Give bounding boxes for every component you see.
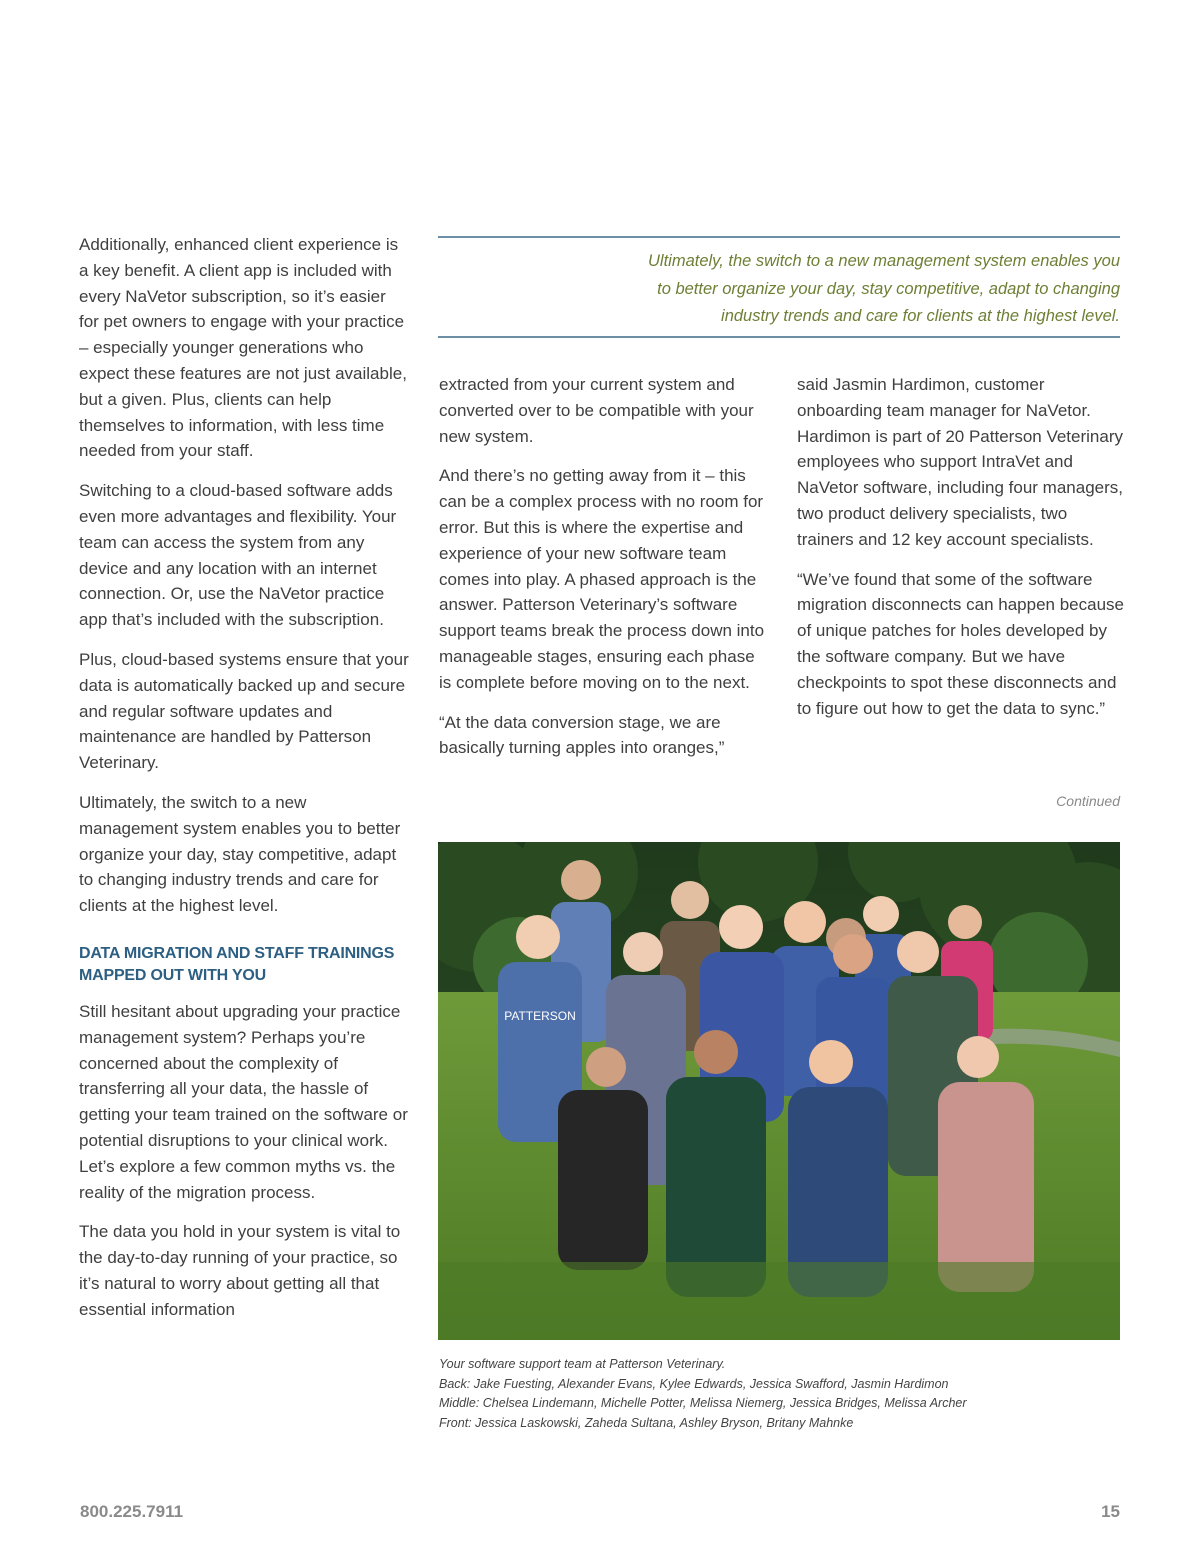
pull-quote-line: Ultimately, the switch to a new management system enables you xyxy=(648,252,1120,270)
left-column xyxy=(79,232,409,1336)
pull-quote xyxy=(438,236,1120,338)
right-column xyxy=(797,372,1127,735)
body-paragraph: “At the data conversion stage, we are basically turning apples into oranges,” xyxy=(439,712,725,758)
body-paragraph: Still hesitant about upgrading your practice management system? Perhaps you’re concerned about the complexity of transferring all your data, the hassle of getting your team trained on the software or potential disruptions to your clinical work. Let’s explore a few common myths vs. the reality of the migration process. xyxy=(79,1001,408,1202)
middle-column xyxy=(439,372,769,775)
photo-caption xyxy=(439,1355,1129,1433)
body-paragraph: said Jasmin Hardimon, customer onboarding team manager for NaVetor. Hardimon is part of 20 Patterson Veterinary employees who support IntraVet and NaVetor software, including four managers, two product delivery specialists, two trainers and 12 key account specialists. xyxy=(797,375,1124,549)
team-photo-illustration xyxy=(438,842,1120,1340)
shirt-logo: PATTERSON xyxy=(504,1009,576,1023)
footer-phone-number: 800.225.7911 xyxy=(80,1502,184,1521)
body-paragraph: Ultimately, the switch to a new management system enables you to better organize your day, stay competitive, adapt to changing industry trends and care for clients at the highest level. xyxy=(79,792,401,916)
body-paragraph: Switching to a cloud-based software adds even more advantages and flexibility. Your team can access the system from any device and any location with an internet connection. Or, use the NaVetor practice app that’s included with the subscription. xyxy=(79,481,397,630)
continued-label: Continued xyxy=(1056,793,1120,809)
team-photo xyxy=(438,842,1120,1340)
caption-line: Front: Jessica Laskowski, Zaheda Sultana, Ashley Bryson, Britany Mahnke xyxy=(439,1415,854,1430)
body-paragraph: The data you hold in your system is vital to the day-to-day running of your practice, so it’s natural to worry about getting all that essential information xyxy=(79,1222,401,1319)
caption-line: Middle: Chelsea Lindemann, Michelle Potter, Melissa Niemerg, Jessica Bridges, Melissa Archer xyxy=(439,1396,967,1410)
pull-quote-line: industry trends and care for clients at the highest level. xyxy=(721,307,1120,325)
body-paragraph: Plus, cloud-based systems ensure that your data is automatically backed up and secure and regular software updates and maintenance are handled by Patterson Veterinary. xyxy=(79,649,409,773)
body-paragraph: extracted from your current system and converted over to be compatible with your new system. xyxy=(439,375,754,446)
body-paragraph: “We’ve found that some of the software migration disconnects can happen because of unique patches for holes developed by the software company. But we have checkpoints to spot these disconnects and to figure out how to get the data to sync.” xyxy=(797,569,1124,718)
pull-quote-line: to better organize your day, stay competitive, adapt to changing xyxy=(657,279,1120,298)
body-paragraph: Additionally, enhanced client experience is a key benefit. A client app is included with every NaVetor subscription, so it’s easier for pet owners to engage with your practice – especially younger generations who expect these features are not just available, but a given. Plus, clients can help themselves to information, with less time needed from your staff. xyxy=(79,235,407,461)
page-number: 15 xyxy=(1101,1502,1120,1521)
section-heading: DATA MIGRATION AND STAFF TRAININGS MAPPED OUT WITH YOU xyxy=(79,944,395,984)
caption-line: Back: Jake Fuesting, Alexander Evans, Kylee Edwards, Jessica Swafford, Jasmin Hardimon xyxy=(439,1376,949,1391)
body-paragraph: And there’s no getting away from it – this can be a complex process with no room for error. But this is where the expertise and experience of your new software team comes into play. A phased approach is the answer. Patterson Veterinary’s software support teams break the process down into manageable stages, ensuring each phase is complete before moving on to the next. xyxy=(439,466,765,692)
caption-line: Your software support team at Patterson Veterinary. xyxy=(439,1357,726,1371)
